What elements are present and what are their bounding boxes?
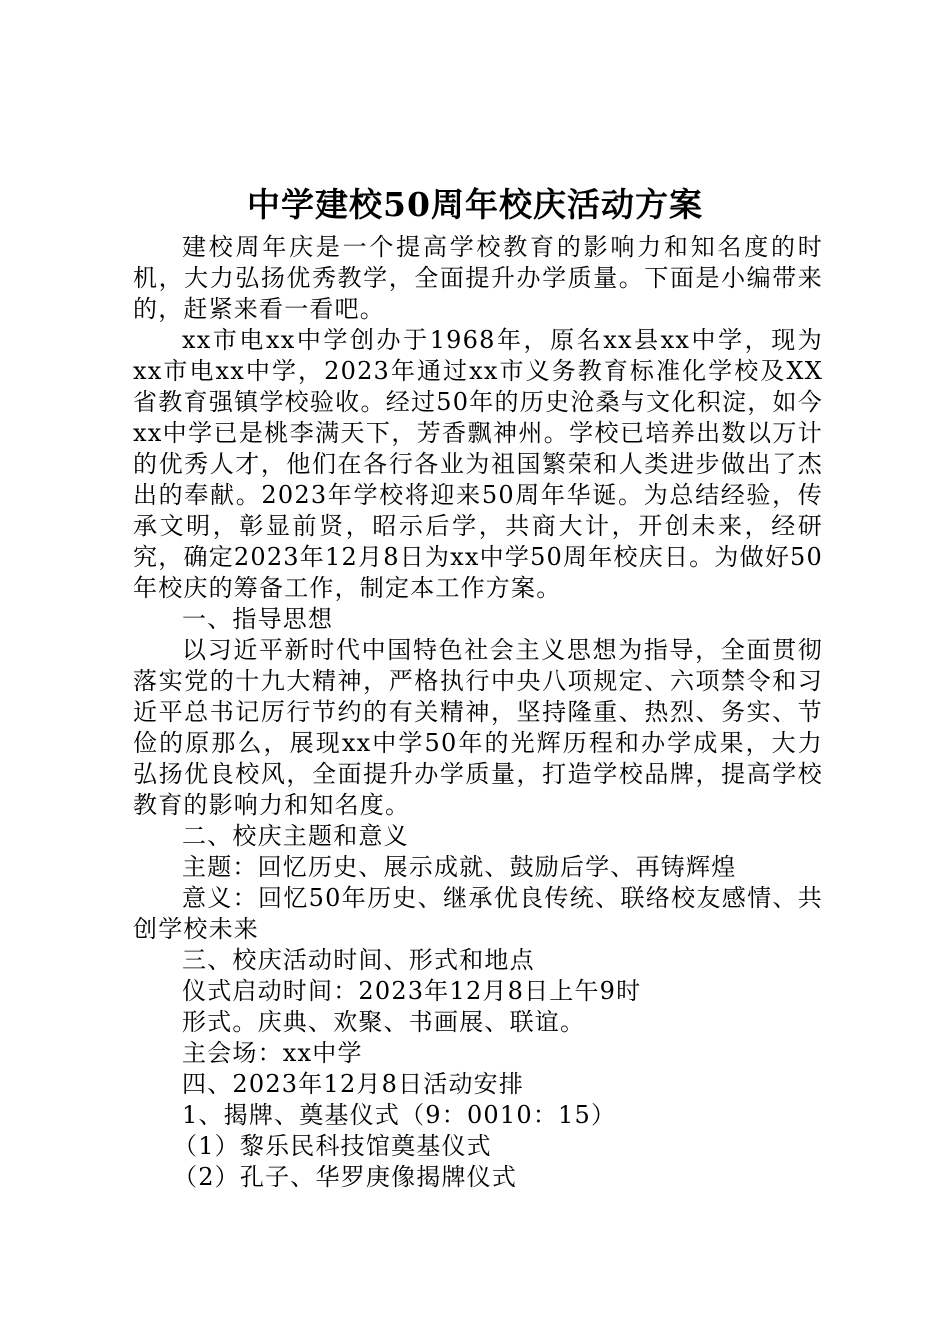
section-heading-time-form-place: 三、校庆活动时间、形式和地点 (182, 946, 535, 974)
paragraph-schedule-item-1: 1、揭牌、奠基仪式（9：0010：15） (182, 1101, 617, 1129)
paragraph-meaning: 意义：回忆50年历史、继承优良传统、联络校友感情、共创学校未来 (133, 884, 823, 943)
paragraph-theme: 主题：回忆历史、展示成就、鼓励后学、再铸辉煌 (182, 853, 737, 881)
paragraph-intro: 建校周年庆是一个提高学校教育的影响力和知名度的时机，大力弘扬优秀教学，全面提升办学质量。下面是小编带来的，赶紧来看一看吧。 (133, 233, 823, 323)
paragraph-main-venue: 主会场：xx中学 (182, 1039, 363, 1067)
section-heading-schedule: 四、2023年12月8日活动安排 (182, 1070, 525, 1098)
paragraph-school-history: xx市电xx中学创办于1968年，原名xx县xx中学，现为xx市电xx中学，2023年通过xx市义务教育标准化学校及XX省教育强镇学校验收。经过50年的历史沧桑与文化积淀，如今xx中学已是桃李满天下，芳香飘神州。学校已培养出数以万计的优秀人才，他们在各行各业为祖国繁荣和人类进步做出了杰出的奉献。2023年学校将迎来50周年华诞。为总结经验，传承文明，彰显前贤，昭示后学，共商大计，开创未来，经研究，确定2023年12月8日为xx中学50周年校庆日。为做好50年校庆的筹备工作，制定本工作方案。 (133, 326, 823, 602)
document-title: 中学建校50周年校庆活动方案 (247, 185, 703, 224)
section-heading-theme-meaning: 二、校庆主题和意义 (182, 822, 409, 850)
section-heading-guiding-ideology: 一、指导思想 (182, 605, 334, 633)
paragraph-form: 形式。庆典、欢聚、书画展、联谊。 (182, 1008, 586, 1036)
paragraph-start-time: 仪式启动时间：2023年12月8日上午9时 (182, 977, 642, 1005)
paragraph-schedule-subitem-1: （1）黎乐民科技馆奠基仪式 (173, 1132, 492, 1160)
paragraph-schedule-subitem-2: （2）孔子、华罗庚像揭牌仪式 (173, 1163, 518, 1191)
document-body (133, 232, 823, 1193)
paragraph-guiding-ideology: 以习近平新时代中国特色社会主义思想为指导，全面贯彻落实党的十九大精神，严格执行中央八项规定、六项禁令和习近平总书记厉行节约的有关精神，坚持隆重、热烈、务实、节俭的原那么，展现xx中学50年的光辉历程和办学成果，大力弘扬优良校风，全面提升办学质量，打造学校品牌，提高学校教育的影响力和知名度。 (133, 636, 823, 819)
